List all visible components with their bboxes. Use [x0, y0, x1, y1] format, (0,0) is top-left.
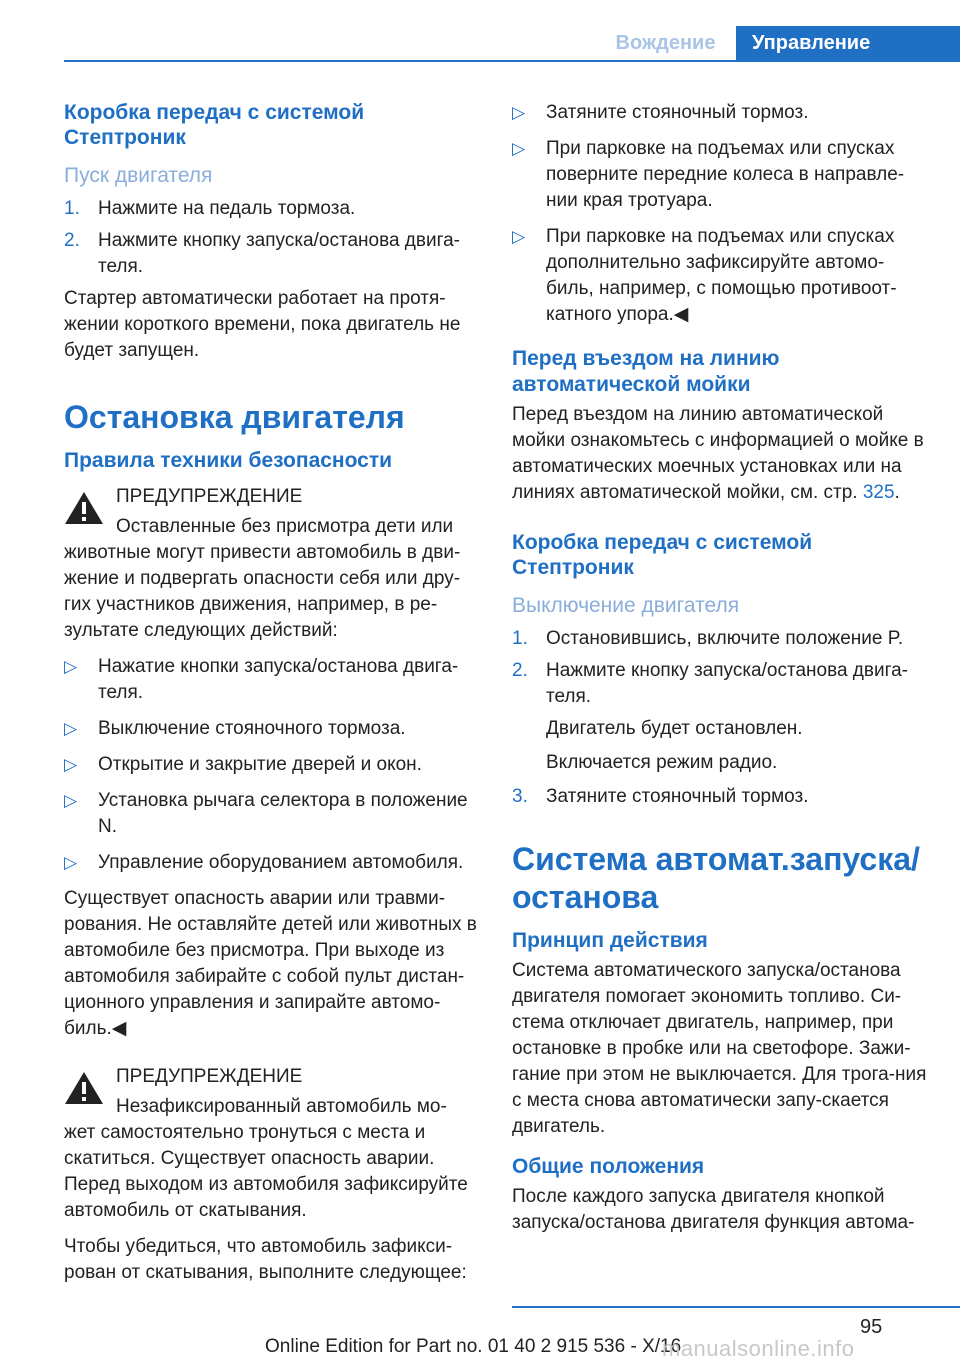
off-step-3: [512, 784, 928, 810]
list-item: [64, 654, 482, 706]
heading-gearbox-steptronic: Коробка передач с системой Стептроник: [64, 101, 365, 149]
warning-title: ПРЕДУПРЕЖДЕНИЕ: [116, 486, 303, 507]
heading-safety-rules: Правила техники безопасности: [64, 449, 393, 472]
heading-general: Общие положения: [512, 1155, 705, 1178]
footer-rule: [512, 1306, 960, 1308]
triangle-bullet-icon: ▷: [512, 139, 526, 158]
triangle-bullet-icon: ▷: [64, 755, 78, 774]
secure-vehicle-paragraph: Чтобы убедиться, что автомобиль зафикси-рован от скатывания, выполните следующее:: [64, 1236, 467, 1283]
warning-title: ПРЕДУПРЕЖДЕНИЕ: [116, 1066, 303, 1087]
off-step-2-note-2: Включается режим радио.: [546, 752, 778, 773]
start-step-2: [64, 228, 482, 280]
header-rule: [64, 60, 960, 62]
tab-driving[interactable]: Вождение: [615, 31, 716, 54]
list-item-text: Открытие и закрытие дверей и окон.: [98, 754, 422, 775]
heading-engine-start: Пуск двигателя: [64, 164, 213, 187]
step-text: Нажмите на педаль тормоза.: [98, 198, 356, 219]
principle-paragraph: Система автоматического запуска/останова двигателя помогает экономить топливо. Си-стема отключает двигатель, например, при остановке в пробке или на светофоре. Зажи-гание при этом не выключается. Для трога-ния с места снова автоматически запу-скается двигатель.: [512, 960, 927, 1137]
left-column: [64, 100, 482, 1296]
list-item-text: Затяните стояночный тормоз.: [546, 102, 809, 123]
list-item: [64, 788, 482, 840]
warning-triangle-icon: [64, 1070, 104, 1106]
list-item-text: При парковке на подъемах или спусках поверните передние колеса в направле-нии края тротуара.: [546, 138, 905, 211]
list-item: [512, 100, 928, 126]
heading-engine-off: Выключение двигателя: [512, 594, 740, 617]
list-item: [64, 716, 482, 742]
off-step-2: [512, 658, 928, 710]
list-item: [512, 224, 928, 328]
warning-triangle-icon: [64, 490, 104, 526]
off-step-2-note-1: Двигатель будет остановлен.: [546, 718, 803, 739]
page-number: 95: [860, 1316, 883, 1338]
car-wash-end: .: [894, 482, 900, 503]
list-item-text: Установка рычага селектора в положение N.: [98, 790, 468, 837]
warning-first-line: Оставленные без присмотра дети или: [116, 516, 454, 537]
triangle-bullet-icon: ▷: [64, 719, 78, 738]
starter-note: Стартер автоматически работает на протя-жении короткого времени, пока двигатель не будет запущен.: [64, 288, 461, 361]
step-number: 1.: [512, 628, 528, 649]
off-step-1: [512, 626, 928, 652]
page-reference-link[interactable]: 325: [862, 482, 895, 503]
warning-box-2: [64, 1064, 482, 1224]
car-wash-paragraph: [512, 402, 928, 506]
step-text: Нажмите кнопку запуска/останова двига-теля.: [98, 230, 461, 277]
step-number: 2.: [512, 660, 528, 681]
triangle-bullet-icon: ▷: [64, 791, 78, 810]
list-item-text: Нажатие кнопки запуска/останова двига-теля.: [98, 656, 459, 703]
edition-footer: Online Edition for Part no. 01 40 2 915 536 - X/16: [265, 1336, 682, 1357]
step-number: 1.: [64, 198, 80, 219]
warning-box-1: [64, 484, 482, 644]
car-wash-text: Перед въездом на линию автоматической мойки ознакомьтесь с информацией о мойке в автоматических моечных установках или на линиях автоматической мойки, см. стр.: [512, 404, 924, 503]
triangle-bullet-icon: ▷: [64, 853, 78, 872]
list-item: [64, 752, 482, 778]
triangle-bullet-icon: ▷: [64, 657, 78, 676]
tab-controls[interactable]: Управление: [736, 26, 960, 60]
right-column: [512, 100, 928, 1246]
triangle-bullet-icon: ▷: [512, 227, 526, 246]
list-item: [512, 136, 928, 214]
step-number: 2.: [64, 230, 80, 251]
watermark: manualsonline.info: [662, 1336, 855, 1361]
heading-gearbox-steptronic-2: Коробка передач с системой Стептроник: [512, 531, 813, 579]
danger-paragraph: Существует опасность аварии или травми-рования. Не оставляйте детей или животных в автомобиле без присмотра. При выходе из автомобиля забирайте с собой пульт дистан-ционного управления и запирайте автомо-биль.◀: [64, 888, 477, 1039]
warning-text: жет самостоятельно тронуться с места и скатиться. Существует опасность аварии. Перед выходом из автомобиля зафиксируйте автомобиль от скатывания.: [64, 1122, 468, 1221]
general-paragraph: После каждого запуска двигателя кнопкой запуска/останова двигателя функция автома-: [512, 1186, 915, 1233]
step-text: Нажмите кнопку запуска/останова двига-теля.: [546, 660, 909, 707]
triangle-bullet-icon: ▷: [512, 103, 526, 122]
heading-principle: Принцип действия: [512, 929, 708, 952]
warning-text: животные могут привести автомобиль в дви-жение и подвергать опасности себя или дру-гих участников движения, например, в ре-зультате следующих действий:: [64, 542, 461, 641]
step-number: 3.: [512, 786, 528, 807]
step-text: Остановившись, включите положение P.: [546, 628, 904, 649]
list-item-text: Управление оборудованием автомобиля.: [98, 852, 464, 873]
list-item-text: При парковке на подъемах или спусках дополнительно зафиксируйте автомо-биль, например, с помощью противоот-катного упора.◀: [546, 226, 897, 325]
list-item: [64, 850, 482, 876]
heading-auto-start-stop: Система автомат.запуска/ останова: [512, 841, 920, 915]
heading-car-wash: Перед въездом на линию автоматической мойки: [512, 347, 780, 396]
step-text: Затяните стояночный тормоз.: [546, 786, 809, 807]
heading-stop-engine: Остановка двигателя: [64, 399, 405, 435]
warning-first-line: Незафиксированный автомобиль мо-: [116, 1096, 447, 1117]
start-step-1: [64, 196, 482, 222]
list-item-text: Выключение стояночного тормоза.: [98, 718, 406, 739]
